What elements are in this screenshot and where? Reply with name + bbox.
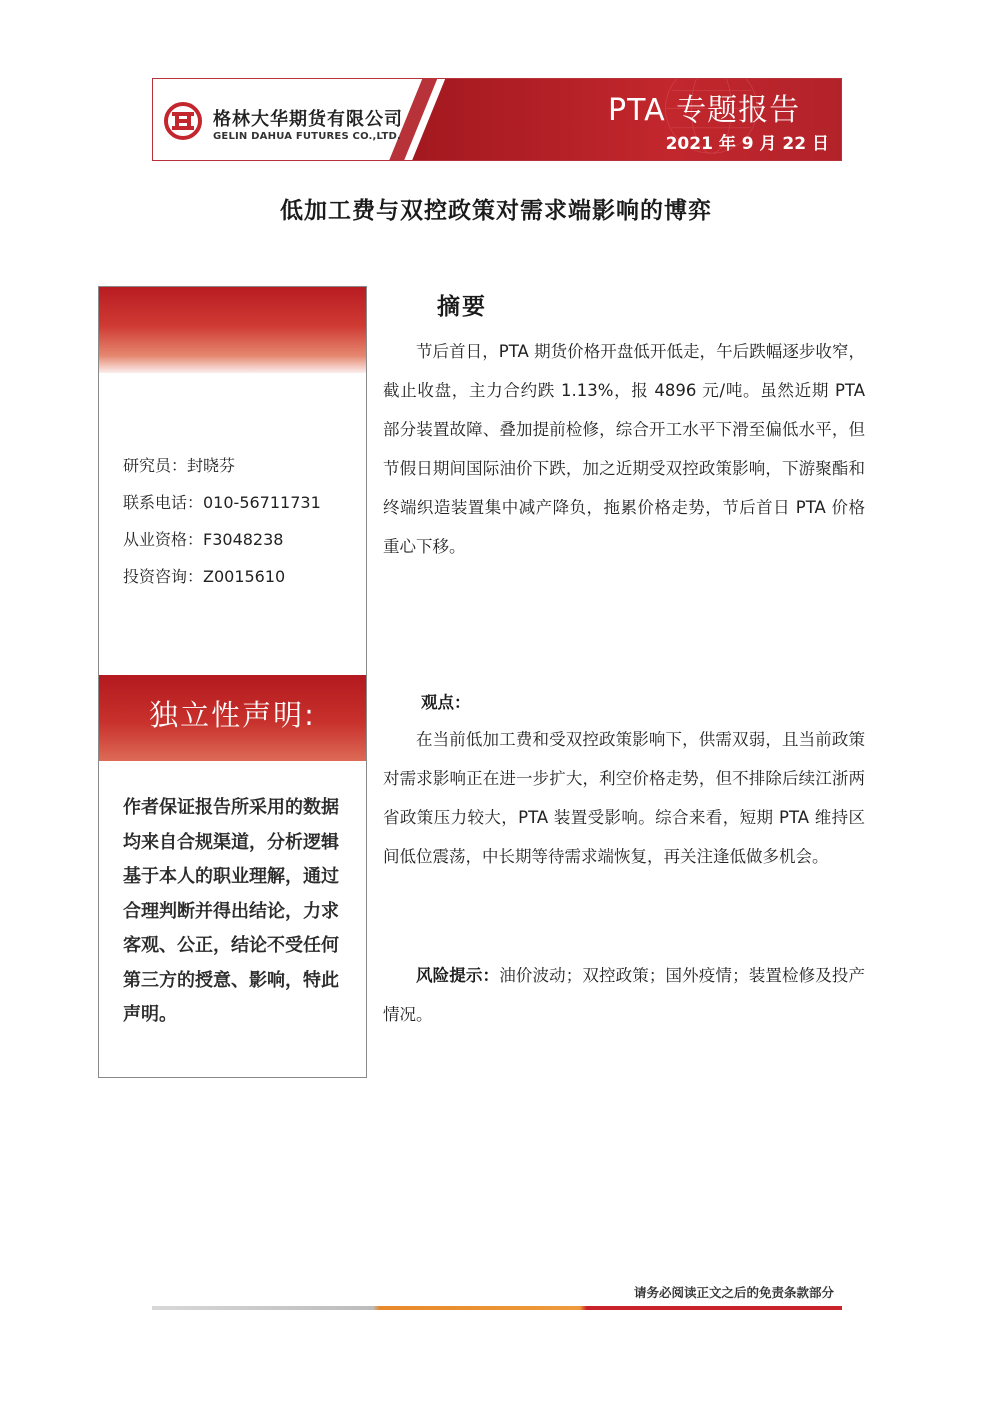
view-paragraph: 在当前低加工费和受双控政策影响下，供需双弱，且当前政策对需求影响正在进一步扩大，利空价格走势，但不排除后续江浙两省政策压力较大，PTA 装置受影响。综合来看，短期 PTA 维持区间低位震荡，中长期等待需求端恢复，再关注逢低做多机会。 (383, 730, 865, 866)
summary-heading: 摘要 (437, 294, 487, 320)
sidebar-header-gradient (99, 287, 366, 373)
risk-paragraph (383, 956, 865, 1034)
view-heading: 观点： (421, 693, 471, 712)
report-type-title: PTA 专题报告 (608, 93, 801, 128)
analyst-qualification: 从业资格：F3048238 (123, 530, 284, 549)
report-date: 2021 年 9 月 22 日 (665, 134, 829, 154)
risk-label: 风险提示： (416, 966, 500, 985)
summary-paragraph: 节后首日，PTA 期货价格开盘低开低走，午后跌幅逐步收窄，截止收盘，主力合约跌 1.13%，报 4896 元/吨。虽然近期 PTA 部分装置故障、叠加提前检修，综合开工水平下滑至偏低水平，但节假日期间国际油价下跌，加之近期受双控政策影响，下游聚酯和终端织造装置集中减产降负，拖累价格走势，节后首日 PTA 价格重心下移。 (383, 342, 865, 556)
declaration-header (99, 675, 366, 761)
analyst-phone: 联系电话：010-56711731 (123, 493, 321, 512)
sidebar-panel (98, 286, 367, 1078)
footer-divider (152, 1306, 842, 1310)
company-logo-icon (163, 101, 203, 141)
analyst-name: 研究员：封晓芬 (123, 456, 236, 475)
analyst-info (123, 447, 321, 595)
risk-text: 油价波动；双控政策；国外疫情；装置检修及投产情况。 (383, 966, 866, 1024)
company-name-cn: 格林大华期货有限公司 (213, 109, 403, 130)
declaration-text: 作者保证报告所采用的数据均来自合规渠道，分析逻辑基于本人的职业理解，通过合理判断并得出结论，力求客观、公正，结论不受任何第三方的授意、影响，特此声明。 (123, 797, 339, 1025)
declaration-title: 独立性声明: (149, 698, 316, 732)
analyst-consulting-id: 投资咨询：Z0015610 (123, 567, 286, 586)
header-banner (152, 78, 842, 161)
footer-disclaimer-note: 请务必阅读正文之后的免责条款部分 (633, 1285, 834, 1300)
document-title: 低加工费与双控政策对需求端影响的博弈 (280, 198, 712, 224)
company-name-en: GELIN DAHUA FUTURES CO.,LTD. (213, 131, 401, 142)
